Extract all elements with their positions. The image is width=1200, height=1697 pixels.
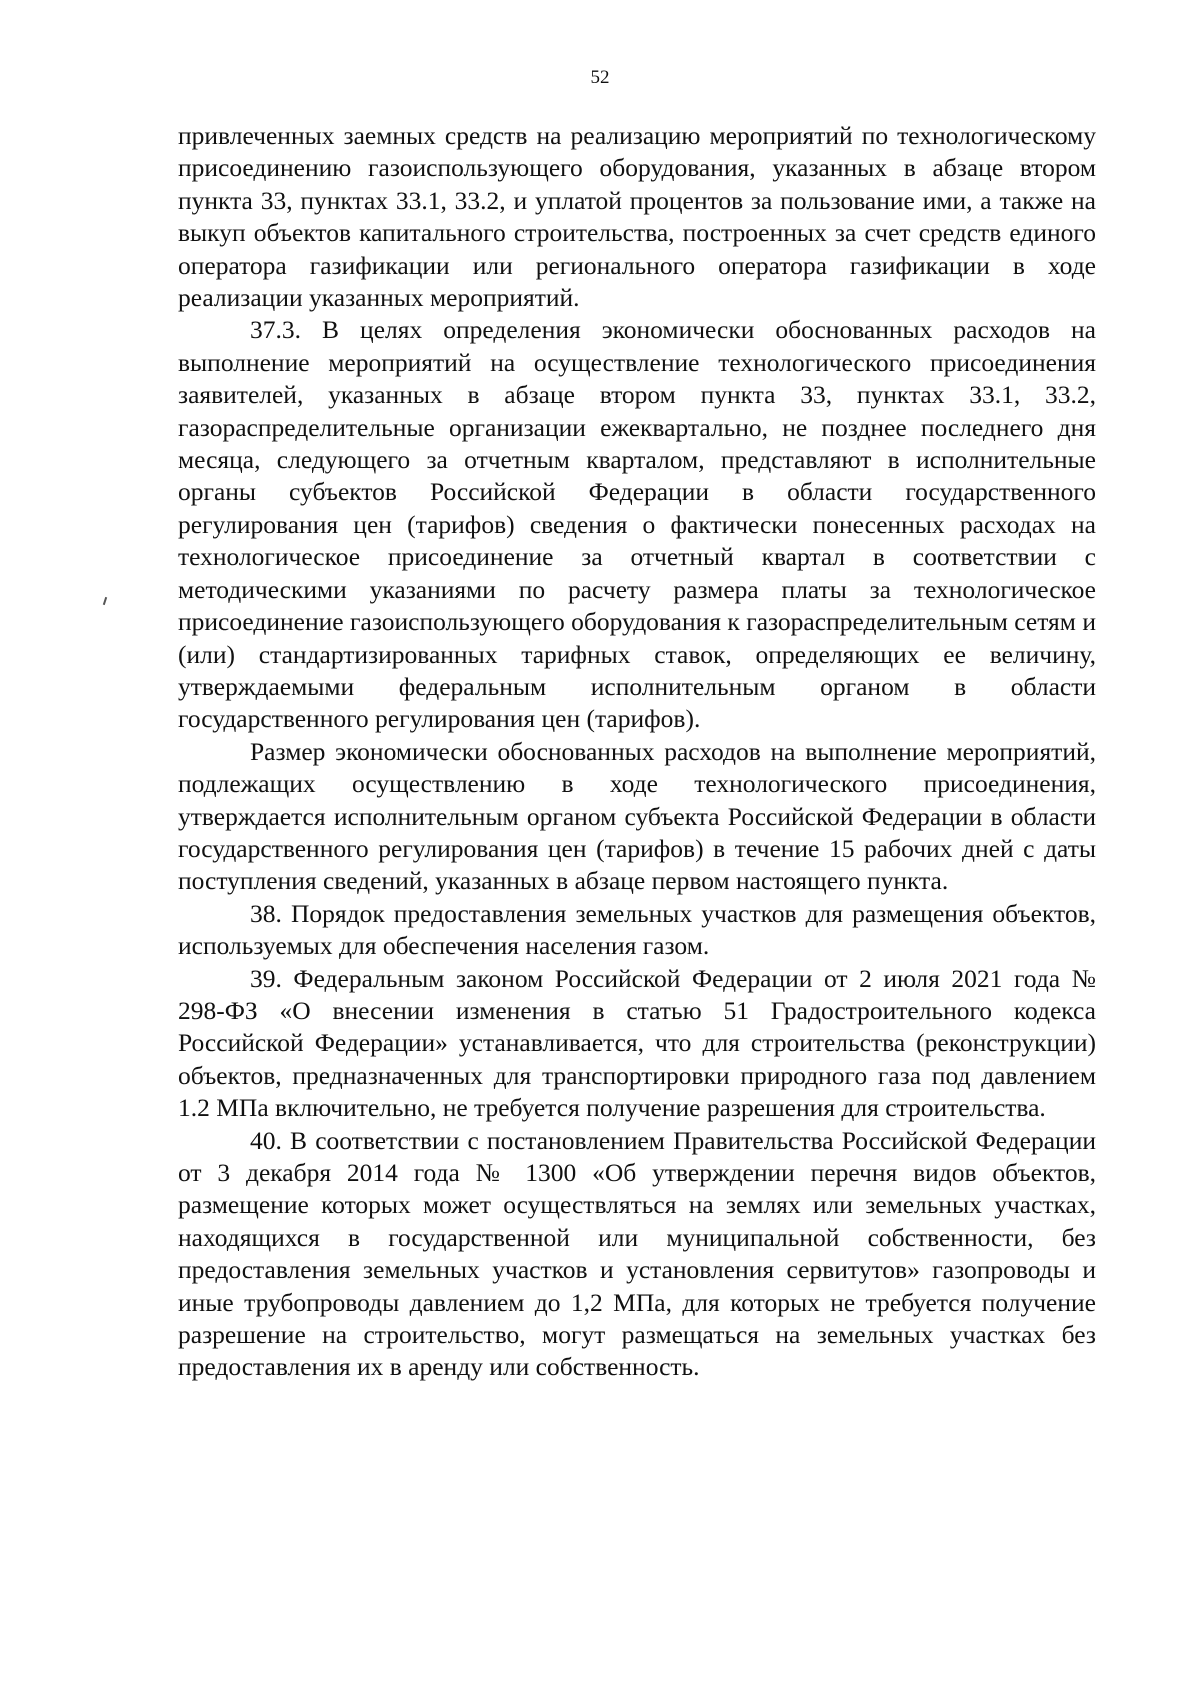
paragraph-40: 40. В соответствии с постановлением Правительства Российской Федерации от 3 декабря 2014 года № 1300 «Об утверждении перечня видов объектов, размещение которых может осуществляться на землях или земельных участках, находящихся в государственной или муниципальной собственности, без предоставления земельных участков и установления сервитутов» газопроводы и иные трубопроводы давлением до 1,2 МПа, для которых не требуется получение разрешение на строительство, могут размещаться на земельных участках без предоставления их в аренду или собственность. — [178, 1125, 1096, 1382]
paragraph-expense-size: Размер экономически обоснованных расходов на выполнение мероприятий, подлежащих осуществлению в ходе технологического присоединения, утверждается исполнительным органом субъекта Российской Федерации в области государственного регулирования цен (тарифов) в течение 15 рабочих дней с даты поступления сведений, указанных в абзаце первом настоящего пункта. — [178, 736, 1096, 896]
document-body — [178, 120, 1096, 1384]
scan-speck — [103, 597, 107, 605]
paragraph-39: 39. Федеральным законом Российской Федерации от 2 июля 2021 года № 298-ФЗ «О внесении изменения в статью 51 Градостроительного кодекса Российской Федерации» устанавливается, что для строительства (реконструкции) объектов, предназначенных для транспортировки природного газа под давлением 1.2 МПа включительно, не требуется получение разрешения для строительства. — [178, 963, 1096, 1123]
paragraph-37-3: 37.3. В целях определения экономически обоснованных расходов на выполнение мероприятий на осуществление технологического присоединения заявителей, указанных в абзаце втором пункта 33, пунктах 33.1, 33.2, газораспределительные организации ежеквартально, не позднее последнего дня месяца, следующего за отчетным кварталом, представляют в исполнительные органы субъектов Российской Федерации в области государственного регулирования цен (тарифов) сведения о фактически понесенных расходах на технологическое присоединение за отчетный квартал в соответствии с методическими указаниями по расчету размера платы за технологическое присоединение газоиспользующего оборудования к газораспределительным сетям и (или) стандартизированных тарифных ставок, определяющих ее величину, утверждаемыми федеральным исполнительным органом в области государственного регулирования цен (тарифов). — [178, 315, 1096, 734]
page-number: 52 — [590, 67, 610, 88]
paragraph-continuation: привлеченных заемных средств на реализацию мероприятий по технологическому присоединению газоиспользующего оборудования, указанных в абзаце втором пункта 33, пунктах 33.1, 33.2, и уплатой процентов за пользование ими, а также на выкуп объектов капитального строительства, построенных за счет средств единого оператора газификации или регионального оператора газификации в ходе реализации указанных мероприятий. — [178, 121, 1096, 313]
paragraph-38: 38. Порядок предоставления земельных участков для размещения объектов, используемых для обеспечения населения газом. — [178, 898, 1096, 961]
